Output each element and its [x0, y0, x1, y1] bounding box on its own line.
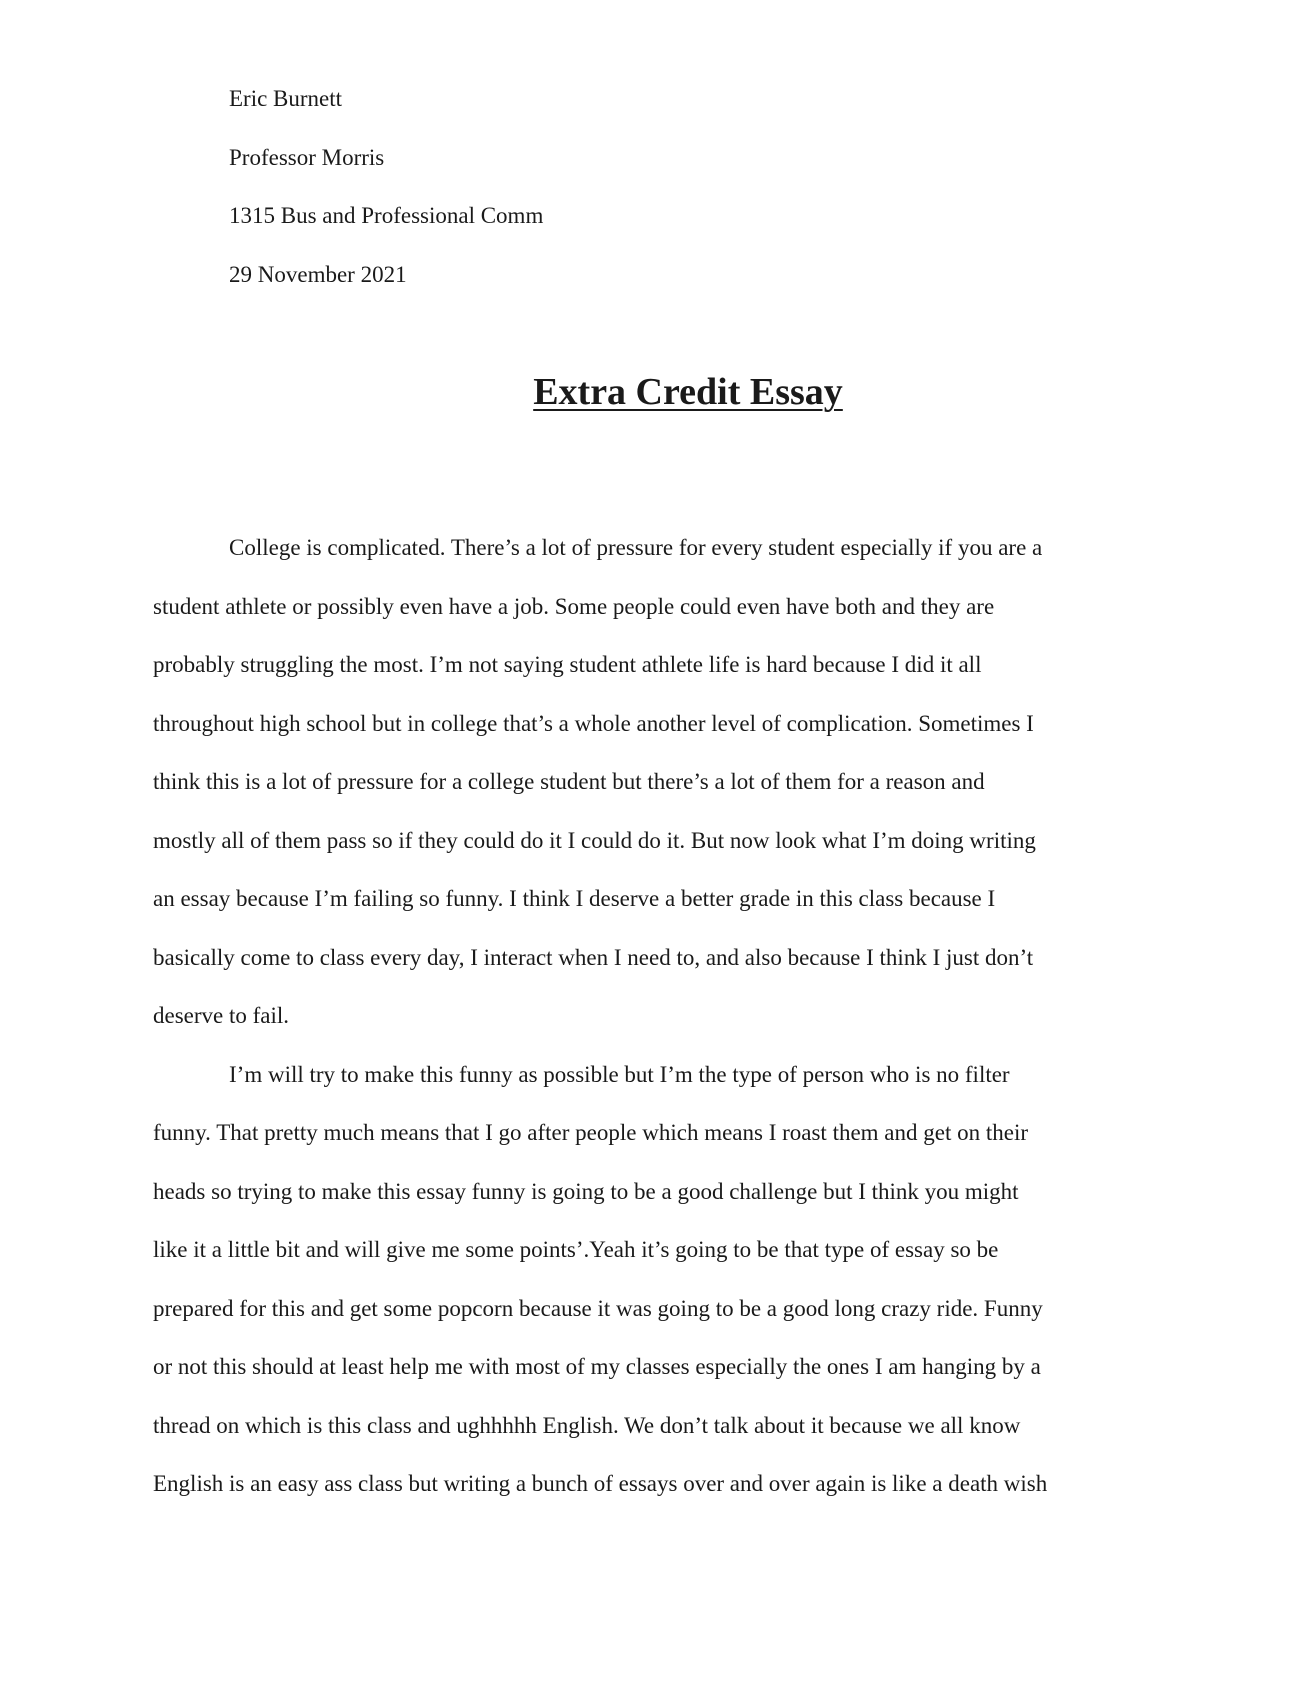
essay-title: Extra Credit Essay [533, 371, 843, 413]
paragraph-line: I’m will try to make this funny as possible but I’m the type of person who is no filter [229, 1061, 1010, 1087]
paragraph-line: mostly all of them pass so if they could do it I could do it. But now look what I’m doing writing [153, 827, 1036, 853]
paragraph-line: probably struggling the most. I’m not saying student athlete life is hard because I did it all [153, 652, 982, 677]
course-name: 1315 Bus and Professional Comm [229, 203, 544, 228]
essay-date: 29 November 2021 [229, 261, 407, 287]
professor-name: Professor Morris [229, 144, 385, 170]
essay-body [153, 519, 1158, 1514]
paragraph-line: like it a little bit and will give me some points’.Yeah it’s going to be that type of essay so be [153, 1237, 999, 1262]
paragraph-line: College is complicated. There’s a lot of pressure for every student especially if you are a [229, 535, 1043, 560]
paragraph-line: thread on which is this class and ughhhhh English. We don’t talk about it because we all know [153, 1412, 1021, 1438]
paragraph-1 [153, 519, 1158, 1046]
paragraph-line: think this is a lot of pressure for a college student but there’s a lot of them for a reason and [153, 769, 985, 794]
paragraph-line: an essay because I’m failing so funny. I think I deserve a better grade in this class because I [153, 886, 996, 911]
author-name: Eric Burnett [229, 86, 343, 111]
heading-block [229, 70, 543, 304]
paragraph-line: basically come to class every day, I interact when I need to, and also because I think I just don’t [153, 944, 1034, 970]
paragraph-2 [153, 1046, 1158, 1514]
paragraph-line: deserve to fail. [153, 1003, 290, 1028]
paragraph-line: or not this should at least help me with most of my classes especially the ones I am hanging by a [153, 1354, 1041, 1379]
paragraph-line: funny. That pretty much means that I go after people which means I roast them and get on their [153, 1120, 1029, 1145]
paragraph-line: throughout high school but in college that’s a whole another level of complication. Sometimes I [153, 710, 1034, 736]
paragraph-line: prepared for this and get some popcorn because it was going to be a good long crazy ride. Funny [153, 1295, 1043, 1321]
paragraph-line: English is an easy ass class but writing a bunch of essays over and over again is like a death wish [153, 1471, 1048, 1496]
paragraph-line: heads so trying to make this essay funny is going to be a good challenge but I think you might [153, 1178, 1019, 1204]
paragraph-line: student athlete or possibly even have a job. Some people could even have both and they are [153, 593, 995, 619]
